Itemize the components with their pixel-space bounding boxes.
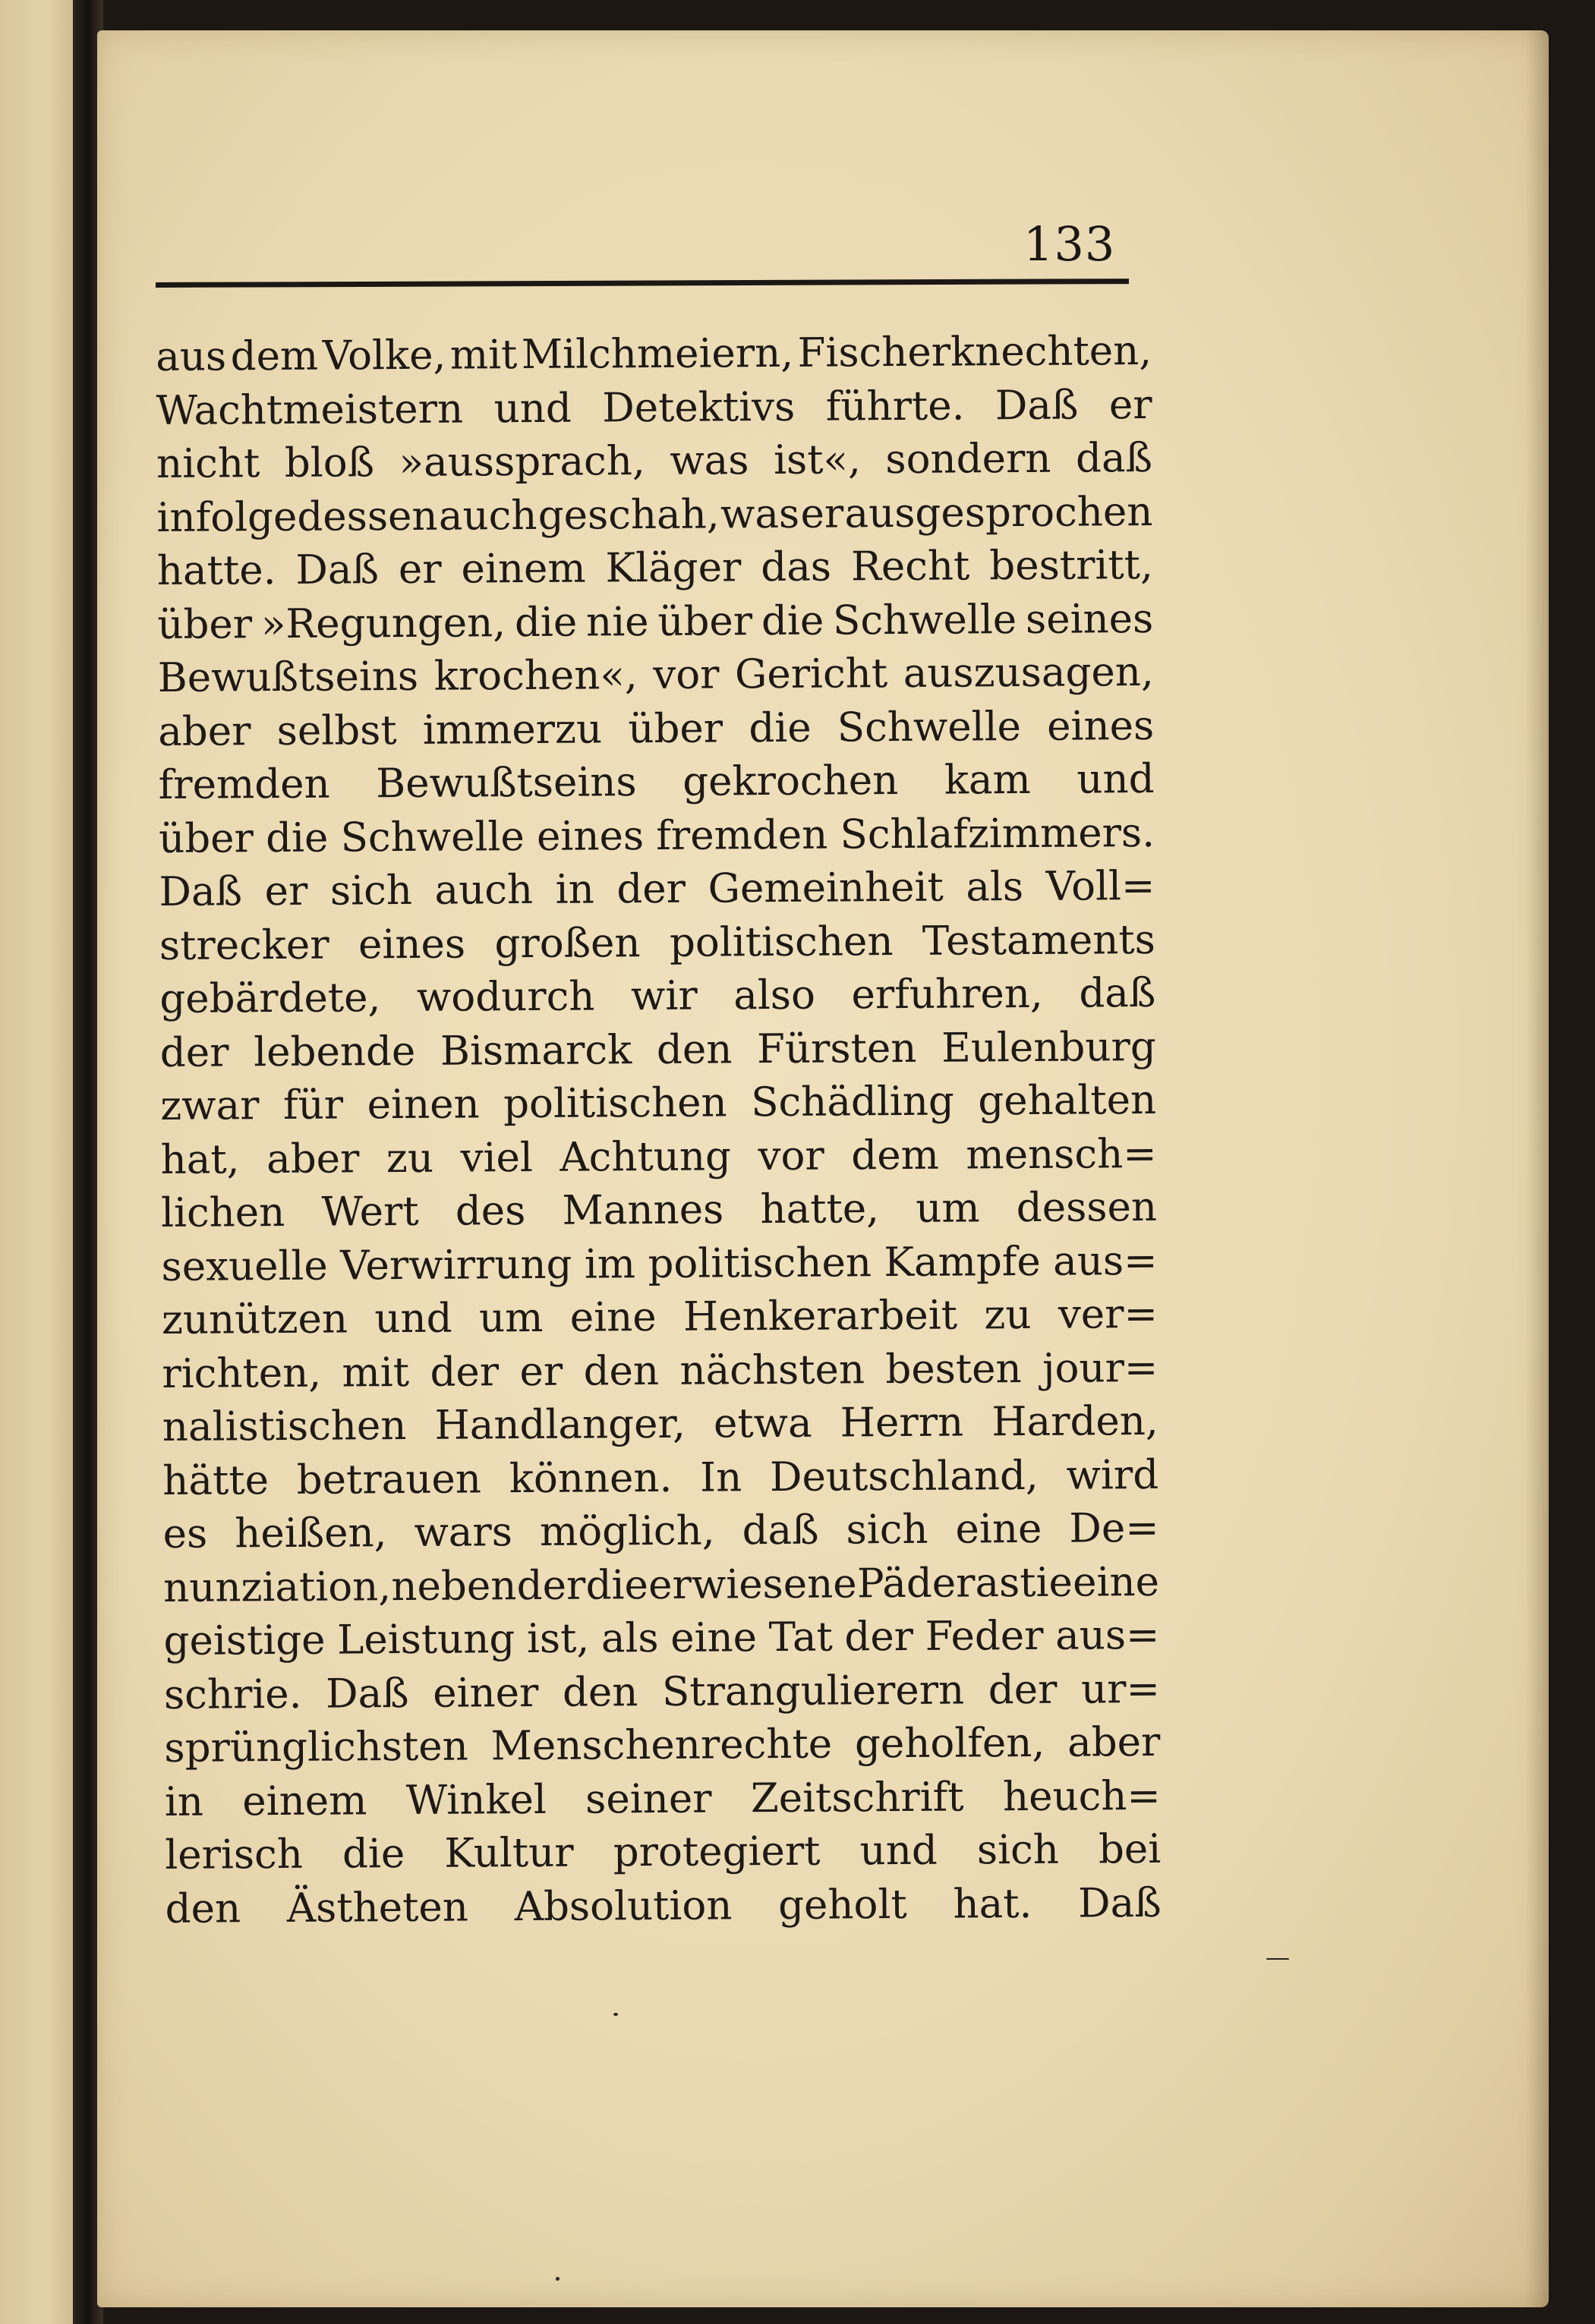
- word: politischen: [648, 1239, 872, 1287]
- word: er: [398, 546, 442, 594]
- word: kam: [944, 756, 1032, 804]
- word: besten: [885, 1345, 1022, 1393]
- word: über: [628, 704, 723, 752]
- word: mit: [449, 332, 518, 379]
- text-line: [156, 378, 1152, 438]
- word: der: [616, 865, 686, 913]
- word: Wert: [321, 1188, 419, 1236]
- word: Testaments: [922, 916, 1156, 965]
- text-line: [163, 1609, 1159, 1669]
- word: aber: [266, 1135, 360, 1182]
- word: des: [455, 1188, 526, 1235]
- word: Harden,: [991, 1397, 1158, 1446]
- text-line: [165, 1876, 1161, 1936]
- word: »Regungen,: [260, 599, 506, 647]
- word: über: [157, 600, 253, 648]
- text-line: [158, 646, 1154, 706]
- word: Herrn: [840, 1399, 964, 1447]
- word: eines: [536, 812, 645, 860]
- text-line: [157, 539, 1153, 599]
- word: gekrochen: [682, 757, 899, 805]
- word: Verwirrung: [339, 1241, 572, 1290]
- word: er: [1108, 381, 1152, 428]
- word: sprünglichsten: [164, 1723, 468, 1771]
- text-line: [158, 699, 1154, 759]
- word: dem: [851, 1132, 940, 1179]
- page-edge-shadow: [1526, 30, 1549, 2307]
- word: schrie.: [163, 1671, 302, 1718]
- text-line: [158, 753, 1154, 813]
- word: eines: [358, 921, 466, 968]
- word: sich: [846, 1506, 928, 1554]
- word: immerzu: [422, 705, 603, 754]
- word: Schwelle: [837, 703, 1022, 751]
- text-line: [165, 1769, 1161, 1829]
- word: fremden: [656, 811, 828, 859]
- word: Detektivs: [602, 383, 796, 431]
- word: dem: [230, 332, 319, 380]
- word: Mannes: [562, 1186, 724, 1234]
- word: politischen: [503, 1079, 727, 1128]
- text-line: [156, 325, 1152, 385]
- word: vor: [653, 651, 720, 699]
- word: wars: [414, 1509, 513, 1556]
- word: den: [583, 1347, 660, 1395]
- word: Wachtmeistern: [156, 386, 464, 434]
- word: politischen: [669, 918, 894, 966]
- word: heißen,: [235, 1510, 387, 1557]
- word: Kampfe: [884, 1238, 1041, 1286]
- word: über: [657, 597, 753, 645]
- text-line: [165, 1823, 1161, 1883]
- word: einem: [242, 1777, 367, 1825]
- text-line: [156, 485, 1152, 545]
- word: viel: [460, 1134, 533, 1182]
- word: bestritt,: [989, 541, 1154, 590]
- word: Bismarck: [440, 1026, 632, 1075]
- word: hatte,: [760, 1186, 880, 1233]
- word: großen: [494, 919, 641, 967]
- word: den: [165, 1885, 241, 1932]
- word: die: [585, 1561, 649, 1609]
- word: um: [916, 1185, 980, 1232]
- word: die: [342, 1831, 405, 1878]
- word: fremden: [158, 760, 330, 808]
- word: Handlanger,: [434, 1400, 686, 1449]
- word: zwar: [160, 1082, 260, 1129]
- word: heuch=: [1002, 1772, 1162, 1820]
- word: geistige: [163, 1617, 326, 1664]
- text-line: [162, 1341, 1158, 1401]
- text-line: [157, 592, 1153, 652]
- word: eine: [670, 1614, 758, 1661]
- word: die: [761, 597, 824, 644]
- word: was: [720, 490, 800, 537]
- word: geholfen,: [854, 1719, 1045, 1768]
- word: führte.: [825, 382, 965, 430]
- word: neben: [391, 1562, 517, 1610]
- word: Absolution: [514, 1882, 733, 1930]
- word: wir: [630, 972, 698, 1020]
- word: Daß: [325, 1670, 409, 1718]
- text-line: [161, 1234, 1157, 1294]
- word: aber: [158, 707, 251, 755]
- word: gehalten: [978, 1076, 1157, 1125]
- text-line: [160, 1127, 1156, 1187]
- word: ver=: [1058, 1290, 1158, 1338]
- word: ur=: [1080, 1665, 1161, 1713]
- word: auch: [434, 866, 534, 914]
- word: krochen«,: [433, 652, 638, 700]
- word: aus=: [1054, 1611, 1160, 1659]
- word: gebärdete,: [159, 975, 381, 1022]
- word: was: [670, 437, 749, 484]
- word: möglich,: [539, 1507, 715, 1555]
- word: Schwelle: [832, 596, 1017, 644]
- word: geholt: [777, 1881, 907, 1929]
- word: der: [430, 1348, 500, 1396]
- word: Daß: [295, 546, 380, 594]
- text-line: [156, 432, 1152, 492]
- word: Ästheten: [286, 1884, 469, 1932]
- body-text: [156, 325, 1162, 1936]
- word: Henkerarbeit: [682, 1292, 958, 1340]
- word: lerisch: [165, 1831, 304, 1878]
- word: er: [519, 1348, 563, 1395]
- word: bei: [1098, 1825, 1162, 1873]
- word: ist«,: [773, 436, 862, 484]
- word: eine: [1073, 1558, 1160, 1606]
- word: Schlafzimmers.: [840, 809, 1155, 858]
- word: um: [478, 1294, 544, 1342]
- word: vor: [758, 1132, 824, 1179]
- word: Daß: [159, 868, 243, 915]
- word: für: [282, 1082, 344, 1129]
- page-number: 133: [1023, 216, 1116, 272]
- word: nunziation,: [162, 1563, 392, 1611]
- word: Bewußtseins: [157, 653, 419, 701]
- word: Daß: [1077, 1879, 1162, 1927]
- word: wodurch: [416, 973, 595, 1021]
- text-line: [160, 1074, 1156, 1134]
- word: Leistung: [336, 1616, 515, 1664]
- word: den: [656, 1025, 733, 1073]
- word: der: [844, 1613, 914, 1661]
- word: Kultur: [444, 1829, 574, 1877]
- word: er: [264, 868, 308, 915]
- word: als: [966, 864, 1024, 911]
- word: aus=: [1052, 1237, 1158, 1285]
- word: eine: [955, 1505, 1042, 1553]
- word: nächsten: [679, 1346, 865, 1394]
- word: Milchmeiern,: [521, 329, 794, 379]
- word: Fischerknechten,: [797, 327, 1152, 376]
- word: und: [1076, 755, 1155, 803]
- word: die: [514, 599, 578, 646]
- word: nalistischen: [162, 1403, 407, 1450]
- word: Feder: [925, 1612, 1044, 1660]
- word: der: [988, 1666, 1058, 1713]
- text-line: [162, 1448, 1158, 1508]
- word: bloß: [284, 439, 375, 487]
- word: hat.: [953, 1880, 1032, 1928]
- word: ist,: [526, 1615, 590, 1663]
- word: einem: [461, 545, 586, 593]
- word: und: [374, 1295, 452, 1343]
- word: der: [159, 1028, 229, 1076]
- word: hätte: [162, 1456, 270, 1504]
- word: nicht: [156, 440, 260, 487]
- word: selbst: [276, 707, 397, 754]
- text-line: [162, 1395, 1158, 1455]
- word: richten,: [162, 1349, 322, 1397]
- word: wird: [1066, 1451, 1159, 1499]
- word: betrauen: [296, 1455, 482, 1504]
- text-line: [159, 806, 1155, 866]
- word: Gemeinheit: [708, 864, 944, 912]
- word: auch: [438, 492, 537, 540]
- word: Bewußtseins: [376, 759, 637, 808]
- word: mit: [342, 1349, 410, 1397]
- word: im: [584, 1240, 636, 1288]
- word: Volke,: [322, 332, 446, 379]
- word: daß: [1079, 969, 1156, 1017]
- word: sich: [976, 1826, 1060, 1874]
- word: »aussprach,: [399, 438, 645, 487]
- word: infolgedessen: [156, 493, 438, 541]
- word: die: [749, 704, 812, 751]
- word: daß: [1075, 434, 1153, 482]
- word: hat,: [160, 1135, 240, 1183]
- word: Eulenburg: [941, 1023, 1156, 1072]
- word: und: [859, 1827, 938, 1875]
- word: es: [162, 1510, 208, 1557]
- word: Zeitschrift: [750, 1774, 964, 1822]
- word: etwa: [713, 1400, 812, 1447]
- word: De=: [1069, 1504, 1159, 1552]
- word: daß: [742, 1507, 819, 1554]
- word: nie: [585, 598, 649, 646]
- text-line: [161, 1181, 1157, 1241]
- word: Voll=: [1045, 862, 1155, 910]
- word: lichen: [160, 1189, 285, 1236]
- word: Tat: [768, 1614, 833, 1661]
- word: in: [555, 866, 594, 913]
- word: aber: [1067, 1718, 1161, 1766]
- word: Fürsten: [756, 1025, 917, 1072]
- word: den: [562, 1668, 638, 1716]
- text-line: [164, 1716, 1160, 1776]
- word: Daß: [995, 382, 1079, 429]
- word: Schädling: [751, 1078, 955, 1126]
- word: auszusagen,: [903, 648, 1154, 697]
- word: sexuelle: [161, 1242, 328, 1290]
- word: die: [265, 814, 329, 861]
- word: Kläger: [605, 544, 742, 592]
- word: seiner: [585, 1775, 712, 1823]
- word: also: [733, 971, 816, 1019]
- word: ausgesprochen: [844, 488, 1153, 537]
- word: eines: [1046, 702, 1155, 750]
- word: Menschenrechte: [490, 1721, 833, 1770]
- word: lebende: [254, 1028, 416, 1075]
- word: einer: [433, 1669, 539, 1717]
- text-line: [160, 1020, 1156, 1080]
- word: jour=: [1042, 1344, 1158, 1392]
- word: In: [699, 1453, 742, 1501]
- word: einen: [367, 1081, 480, 1129]
- word: sich: [329, 867, 413, 915]
- text-line: [159, 967, 1155, 1027]
- word: Recht: [850, 543, 970, 590]
- word: das: [761, 543, 832, 591]
- word: erfuhren,: [851, 970, 1043, 1019]
- text-line: [162, 1288, 1158, 1348]
- word: zu: [386, 1135, 434, 1182]
- left-page-edge: [0, 0, 76, 2324]
- word: und: [493, 385, 572, 432]
- word: hatte.: [156, 547, 276, 594]
- word: können.: [509, 1454, 673, 1502]
- word: protegiert: [613, 1828, 821, 1876]
- word: dessen: [1016, 1183, 1158, 1232]
- word: Winkel: [405, 1776, 547, 1824]
- word: strecker: [159, 921, 329, 969]
- text-line: [159, 860, 1155, 920]
- word: seines: [1025, 595, 1154, 643]
- text-line: [164, 1662, 1160, 1722]
- word: Strangulierern: [661, 1667, 965, 1715]
- word: Päderastie: [856, 1559, 1073, 1607]
- word: mensch=: [966, 1130, 1157, 1178]
- word: in: [164, 1778, 204, 1825]
- word: eine: [569, 1293, 657, 1341]
- word: Achtung: [560, 1132, 732, 1181]
- word: Schwelle: [340, 813, 525, 861]
- word: zu: [984, 1291, 1032, 1339]
- word: er: [800, 490, 844, 537]
- word: als: [600, 1614, 659, 1662]
- text-line: [159, 913, 1155, 973]
- word: aus: [156, 333, 227, 380]
- word: sondern: [885, 435, 1051, 483]
- word: über: [158, 814, 254, 862]
- word: Deutschland,: [769, 1452, 1039, 1501]
- text-line: [163, 1555, 1159, 1615]
- text-line: [162, 1502, 1158, 1562]
- word: erwiesene: [648, 1560, 857, 1608]
- word: zunützen: [161, 1296, 348, 1343]
- word: geschah,: [537, 490, 720, 539]
- word: der: [516, 1562, 586, 1609]
- word: Gericht: [734, 650, 888, 698]
